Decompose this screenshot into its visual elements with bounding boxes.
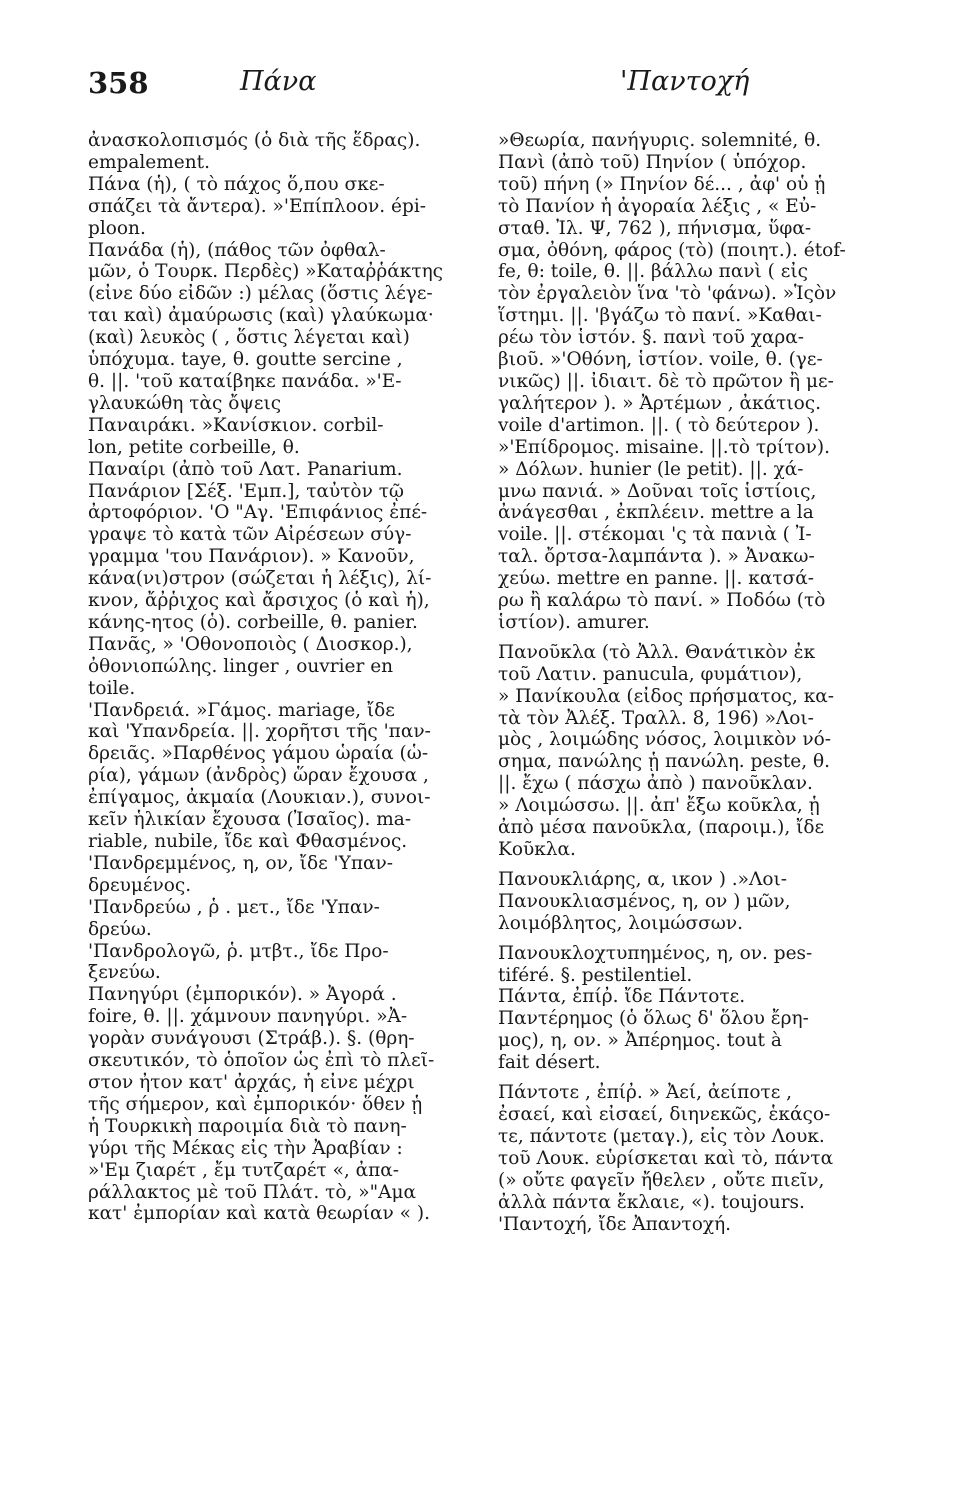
text-line: riable, nubile, ἴδε καὶ Φθασμένος.: [88, 831, 408, 852]
text-line: ἀπὸ μέσα πανοῦκλα, (παροιμ.), ἴδε: [498, 817, 825, 839]
entry-gap: [498, 1074, 910, 1082]
text-line: Παντέρημος (ὁ ὅλως δ' ὅλου ἔρη-: [498, 1008, 809, 1030]
page-number: 358: [88, 66, 149, 100]
text-line: ται καὶ) ἀμαύρωσις (καὶ) γλαύκωμα·: [88, 305, 434, 327]
text-line: γλαυκώθη τὰς ὄψεις: [88, 392, 282, 414]
text-line: μος), η, ον. » Ἀπέρημος. tout à: [498, 1030, 782, 1052]
text-line: ξενεύω.: [88, 962, 161, 984]
left-column: [88, 130, 474, 1225]
text-line: ἀρτοφόριον. 'Ο "Αγ. 'Επιφάνιος ἐπέ-: [88, 502, 428, 524]
text-line: fait désert.: [498, 1052, 601, 1074]
text-line: θ. ||. 'τοῦ καταίβηκε πανάδα. »'Ε-: [88, 370, 402, 392]
right-column: [498, 130, 910, 1235]
text-line: Πανουκλοχτυπημένος, η, ον. pes-: [498, 942, 813, 964]
text-line: γαλήτερον ). » Ἀρτέμων , ἀκάτιος.: [498, 392, 821, 414]
text-line: ὀθονιοπώλης. linger , ouvrier en: [88, 655, 394, 677]
text-line: ρω ἢ καλάρω τὸ πανί. » Ποδόω (τὸ: [498, 590, 826, 612]
text-line: 'Πανδρειά. »Γάμος. mariage, ἴδε: [88, 699, 395, 721]
text-line: Πανουκλιάρης, α, ικον ) .»Λοι-: [498, 868, 788, 890]
text-line: σπάζει τὰ ἄντερα). »'Επίπλοον. épi-: [88, 195, 426, 217]
text-line: Πάντοτε , ἐπίῤ. » Ἀεί, ἀείποτε ,: [498, 1082, 793, 1104]
text-line: Πάντα, ἐπίῤ. ἴδε Πάντοτε.: [498, 986, 746, 1008]
text-line: Παναίρι (ἀπὸ τοῦ Λατ. Panarium.: [88, 458, 403, 480]
text-line: γραμμα 'του Πανάριον). » Κανοῦν,: [88, 546, 415, 568]
text-line: ἱστίον). amurer.: [498, 611, 650, 633]
text-line: voile. ||. στέκομαι 'ς τὰ πανιὰ ( Ἰ-: [498, 524, 812, 546]
text-line: δρεύω.: [88, 918, 152, 940]
text-line: »'Επίδρομος. misaine. ||.τὸ τρίτον).: [498, 436, 830, 458]
text-line: ρέω τὸν ἱστόν. §. πανὶ τοῦ χαρα-: [498, 327, 805, 349]
text-line: Πανᾶς, » 'Οθονοποιὸς ( Διοσκορ.),: [88, 633, 413, 655]
text-line: δρειᾶς. »Παρθένος γάμου ὡραία (ὡ-: [88, 743, 429, 765]
text-line: μῶν, ὁ Τουρκ. Περδὲς) »Καταῤῥάκτης: [88, 261, 444, 283]
text-line: Πανάδα (ἡ), (πάθος τῶν ὀφθαλ-: [88, 239, 386, 261]
text-line: voile d'artimon. ||. ( τὸ δεύτερον ).: [498, 414, 820, 436]
text-line: λοιμόβλητος, λοιμώσσων.: [498, 912, 743, 934]
text-line: Πανουκλιασμένος, η, ον ) μῶν,: [498, 890, 791, 912]
text-line: ||. ἔχω ( πάσχω ἀπὸ ) πανοῦκλαν.: [498, 773, 813, 795]
text-line: ρία), γάμων (ἀνδρὸς) ὥραν ἔχουσα ,: [88, 765, 429, 787]
text-line: τῆς σήμερον, καὶ ἐμπορικόν· ὅθεν ᾗ: [88, 1093, 423, 1115]
text-line: νικῶς) ||. ἰδιαιτ. δὲ τὸ πρῶτον ἢ με-: [498, 370, 834, 392]
text-line: τὸν ἐργαλειὸν ἵνα 'τὸ 'φάνω). »Ἱςὸν: [498, 283, 837, 305]
text-line: τοῦ) πήνη (» Πηνίον δέ... , ἀφ' οὗ ᾗ: [498, 173, 826, 195]
text-line: 'Πανδρεύω , ῥ . μετ., ἴδε 'Υπαν-: [88, 896, 380, 918]
entry-gap: [498, 634, 910, 642]
text-line: τε, πάντοτε (μεταγ.), εἰς τὸν Λουκ.: [498, 1125, 825, 1147]
text-line: μνω πανιά. » Δοῦναι τοῖς ἱστίοις,: [498, 480, 817, 502]
text-line: γύρι τῆς Μέκας εἰς τὴν Ἀραβίαν :: [88, 1137, 403, 1159]
text-line: δρευμένος.: [88, 874, 192, 896]
text-line: tiféré. §. pestilentiel.: [498, 964, 693, 986]
text-line: γραψε τὸ κατὰ τῶν Αἰρέσεων σύγ-: [88, 524, 412, 546]
text-line: ἀλλὰ πάντα ἔκλαιε, «). toujours.: [498, 1191, 805, 1213]
text-line: τοῦ Λουκ. εὑρίσκεται καὶ τὸ, πάντα: [498, 1147, 834, 1169]
text-line: Κοῦκλα.: [498, 839, 576, 860]
text-line: κεῖν ἡλικίαν ἔχουσα (Ἰσαῖος). ma-: [88, 809, 412, 831]
text-line: 'Πανδρολογῶ, ῥ. μτβτ., ἴδε Προ-: [88, 940, 389, 962]
text-line: » Πανίκουλα (εἶδος πρήσματος, κα-: [498, 685, 835, 707]
text-line: empalement.: [88, 151, 210, 173]
text-line: »'Εμ ζιαρέτ , ἔμ τυτζαρέτ «, ἀπα-: [88, 1159, 400, 1181]
text-line: κατ' ἐμπορίαν καὶ κατὰ θεωρίαν « ).: [88, 1203, 430, 1225]
text-line: γορὰν συνάγουσι (Στράβ.). §. (θρη-: [88, 1028, 415, 1050]
text-line: (» οὔτε φαγεῖν ἤθελεν , οὔτε πιεῖν,: [498, 1169, 825, 1191]
text-line: lon, petite corbeille, θ.: [88, 436, 300, 458]
text-line: χεύω. mettre en panne. ||. κατσά-: [498, 568, 814, 590]
text-line: σκευτικόν, τὸ ὁποῖον ὡς ἐπὶ τὸ πλεῖ-: [88, 1050, 435, 1072]
text-line: ταλ. ὄρτσα-λαμπάντα ). » Ἀνακω-: [498, 546, 815, 568]
text-line: ἀνασκολοπισμός (ὁ διὰ τῆς ἕδρας).: [88, 130, 421, 151]
text-line: σμα, ὀθόνη, φάρος (τὸ) (ποιητ.). étof-: [498, 239, 846, 261]
text-line: μὸς , λοιμώδης νόσος, λοιμικὸν νό-: [498, 729, 831, 751]
text-line: σημα, πανώλης ᾗ πανώλη. peste, θ.: [498, 751, 830, 773]
text-line: ἡ Τουρκικὴ παροιμία διὰ τὸ πανη-: [88, 1115, 407, 1137]
left-catchword: Πάνα: [240, 66, 317, 97]
text-line: τοῦ Λατιν. panucula, φυμάτιον),: [498, 663, 803, 685]
text-line: Πανάριον [Σέξ. 'Εμπ.], ταὐτὸν τῷ: [88, 480, 405, 502]
text-line: »Θεωρία, πανήγυρις. solemnité, θ.: [498, 130, 822, 151]
text-line: Πανὶ (ἀπὸ τοῦ) Πηνίον ( ὑπόχορ.: [498, 151, 807, 173]
text-line: στον ἦτον κατ' ἀρχάς, ἡ εἶνε μέχρι: [88, 1071, 415, 1093]
right-catchword: 'Παντοχή: [620, 66, 750, 97]
text-line: ἐσαεί, καὶ εἰσαεί, διηνεκῶς, ἑκάςο-: [498, 1103, 831, 1125]
text-line: » Λοιμώσσω. ||. ἀπ' ἔξω κοῦκλα, ᾗ: [498, 795, 820, 817]
text-line: κνον, ἄῤῥιχος καὶ ἄρσιχος (ὁ καὶ ἡ),: [88, 590, 430, 612]
text-line: καὶ 'Υπανδρεία. ||. χορῆτσι τῆς 'παν-: [88, 721, 431, 743]
text-line: (εἶνε δύο εἰδῶν :) μέλας (ὅστις λέγε-: [88, 283, 433, 305]
text-line: » Δόλων. hunier (le petit). ||. χά-: [498, 458, 804, 480]
text-line: foire, θ. ||. χάμνουν πανηγύρι. »Ἀ-: [88, 1006, 408, 1028]
text-line: ράλλακτος μὲ τοῦ Πλάτ. τὸ, »"Αμα: [88, 1181, 417, 1203]
text-line: ἵστημι. ||. 'βγάζω τὸ πανί. »Καθαι-: [498, 305, 822, 327]
text-line: ἐπίγαμος, ἀκμαία (Λουκιαν.), συνοι-: [88, 787, 431, 809]
text-line: βιοῦ. »'Οθόνη, ἱστίον. voile, θ. (γε-: [498, 349, 823, 371]
text-line: 'Πανδρεμμένος, η, ον, ἴδε 'Υπαν-: [88, 852, 393, 874]
text-line: Παναιράκι. »Κανίσκιον. corbil-: [88, 414, 384, 436]
text-line: σταθ. Ἰλ. Ψ, 762 ), πήνισμα, ὕφα-: [498, 217, 812, 239]
text-line: fe, θ: toile, θ. ||. βάλλω πανὶ ( εἰς: [498, 261, 808, 283]
text-line: τὰ τὸν Ἀλέξ. Τραλλ. 8, 196) »Λοι-: [498, 707, 814, 729]
text-line: κάνα(νι)στρον (σώζεται ἡ λέξις), λί-: [88, 568, 432, 590]
text-line: κάνης-ητος (ὁ). corbeille, θ. panier.: [88, 611, 418, 633]
text-line: Πανηγύρι (ἐμπορικόν). » Ἀγορά .: [88, 984, 397, 1006]
text-line: τὸ Πανίον ἡ ἀγοραία λέξις , « Εὐ-: [498, 195, 817, 217]
entry-gap: [498, 861, 910, 869]
text-line: Πάνα (ἡ), ( τὸ πάχος ὅ,που σκε-: [88, 173, 385, 195]
text-line: ὑπόχυμα. taye, θ. goutte sercine ,: [88, 349, 403, 371]
text-line: 'Παντοχή, ἴδε Ἀπαντοχή.: [498, 1213, 732, 1235]
text-line: Πανοῦκλα (τὸ Ἀλλ. Θανάτικὸν ἐκ: [498, 641, 816, 663]
text-line: ἀνάγεσθαι , ἐκπλέειν. mettre a la: [498, 502, 814, 524]
entry-gap: [498, 935, 910, 943]
text-line: toile.: [88, 677, 136, 699]
text-line: ploon.: [88, 217, 146, 239]
text-line: (καὶ) λευκὸς ( , ὅστις λέγεται καὶ): [88, 327, 410, 349]
